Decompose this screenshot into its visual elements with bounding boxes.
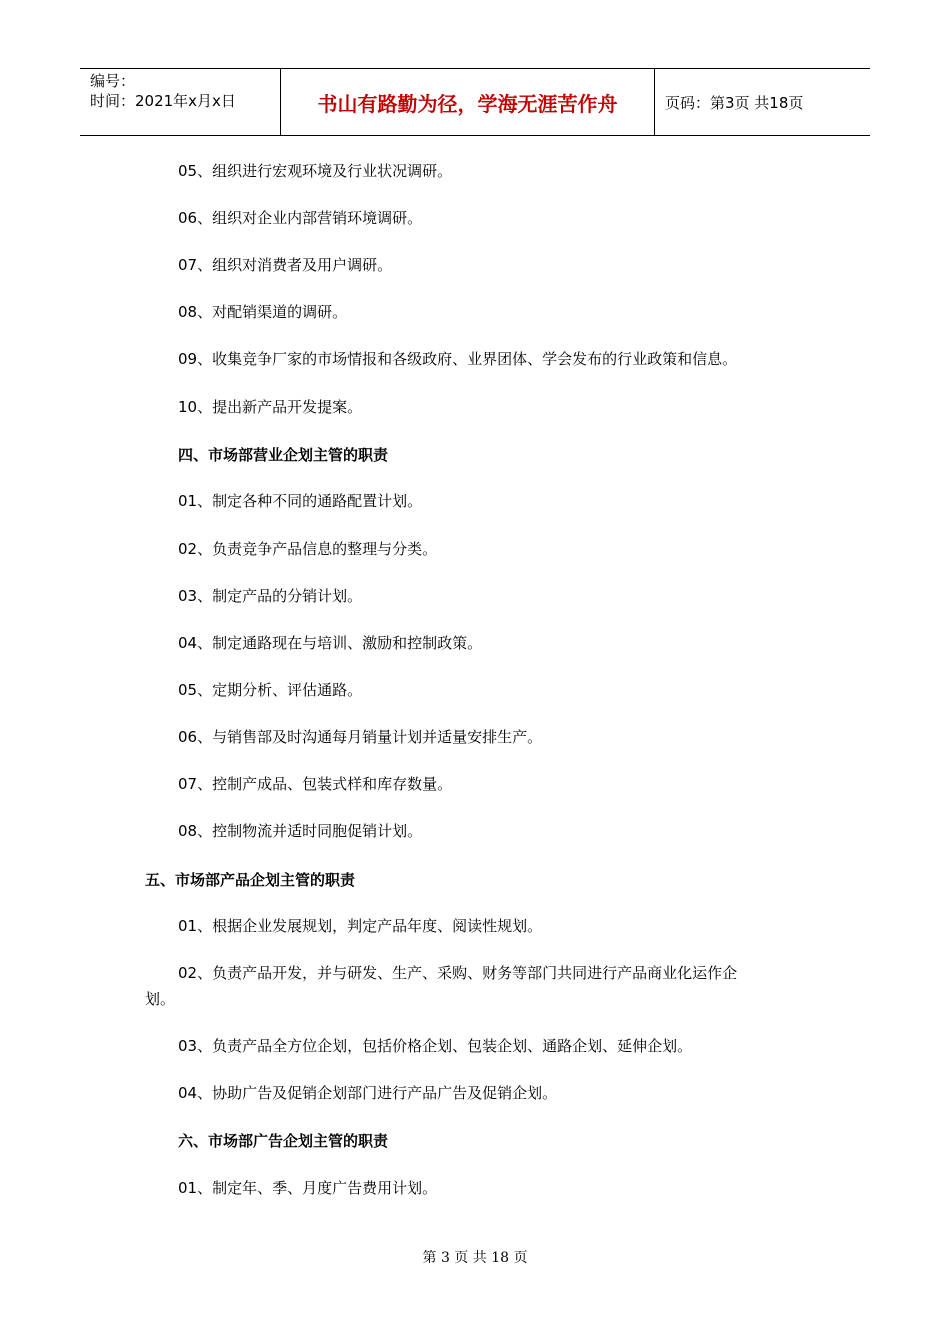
paragraph: 08、控制物流并适时同胞促销计划。 bbox=[178, 822, 423, 840]
paragraph-continuation: 划。 bbox=[145, 990, 176, 1008]
paragraph: 09、收集竞争厂家的市场情报和各级政府、业界团体、学会发布的行业政策和信息。 bbox=[178, 350, 738, 368]
paragraph: 01、制定年、季、月度广告费用计划。 bbox=[178, 1179, 438, 1197]
paragraph: 04、制定通路现在与培训、激励和控制政策。 bbox=[178, 634, 483, 652]
paragraph: 02、负责竞争产品信息的整理与分类。 bbox=[178, 540, 438, 558]
document-date-label: 时间：2021年x月x日 bbox=[90, 92, 236, 110]
paragraph: 08、对配销渠道的调研。 bbox=[178, 303, 348, 321]
paragraph: 01、制定各种不同的通路配置计划。 bbox=[178, 492, 423, 510]
paragraph: 03、制定产品的分销计划。 bbox=[178, 587, 363, 605]
paragraph: 06、与销售部及时沟通每月销量计划并适量安排生产。 bbox=[178, 728, 543, 746]
paragraph: 10、提出新产品开发提案。 bbox=[178, 398, 363, 416]
page-header bbox=[80, 68, 870, 136]
paragraph: 06、组织对企业内部营销环境调研。 bbox=[178, 209, 423, 227]
paragraph: 07、控制产成品、包装式样和库存数量。 bbox=[178, 775, 453, 793]
header-motto-cell bbox=[281, 69, 655, 135]
paragraph: 01、根据企业发展规划，判定产品年度、阅读性规划。 bbox=[178, 917, 543, 935]
section-heading: 五、市场部产品企划主管的职责 bbox=[145, 871, 356, 889]
paragraph: 03、负责产品全方位企划，包括价格企划、包装企划、通路企划、延伸企划。 bbox=[178, 1037, 693, 1055]
header-info-cell bbox=[80, 69, 281, 135]
paragraph: 02、负责产品开发，并与研发、生产、采购、财务等部门共同进行产品商业化运作企 bbox=[178, 964, 738, 982]
header-page-cell bbox=[655, 69, 870, 135]
paragraph: 05、组织进行宏观环境及行业状况调研。 bbox=[178, 162, 453, 180]
header-motto: 书山有路勤为径，学海无涯苦作舟 bbox=[317, 91, 618, 116]
paragraph: 05、定期分析、评估通路。 bbox=[178, 681, 363, 699]
section-heading: 六、市场部广告企划主管的职责 bbox=[178, 1132, 389, 1150]
paragraph: 04、协助广告及促销企划部门进行产品广告及促销企划。 bbox=[178, 1084, 558, 1102]
paragraph: 07、组织对消费者及用户调研。 bbox=[178, 256, 393, 274]
document-number-label: 编号： bbox=[90, 72, 136, 90]
page-footer: 第 3 页 共 18 页 bbox=[422, 1250, 528, 1266]
section-heading: 四、市场部营业企划主管的职责 bbox=[178, 446, 389, 464]
header-page-info: 页码：第3页 共18页 bbox=[665, 93, 804, 112]
